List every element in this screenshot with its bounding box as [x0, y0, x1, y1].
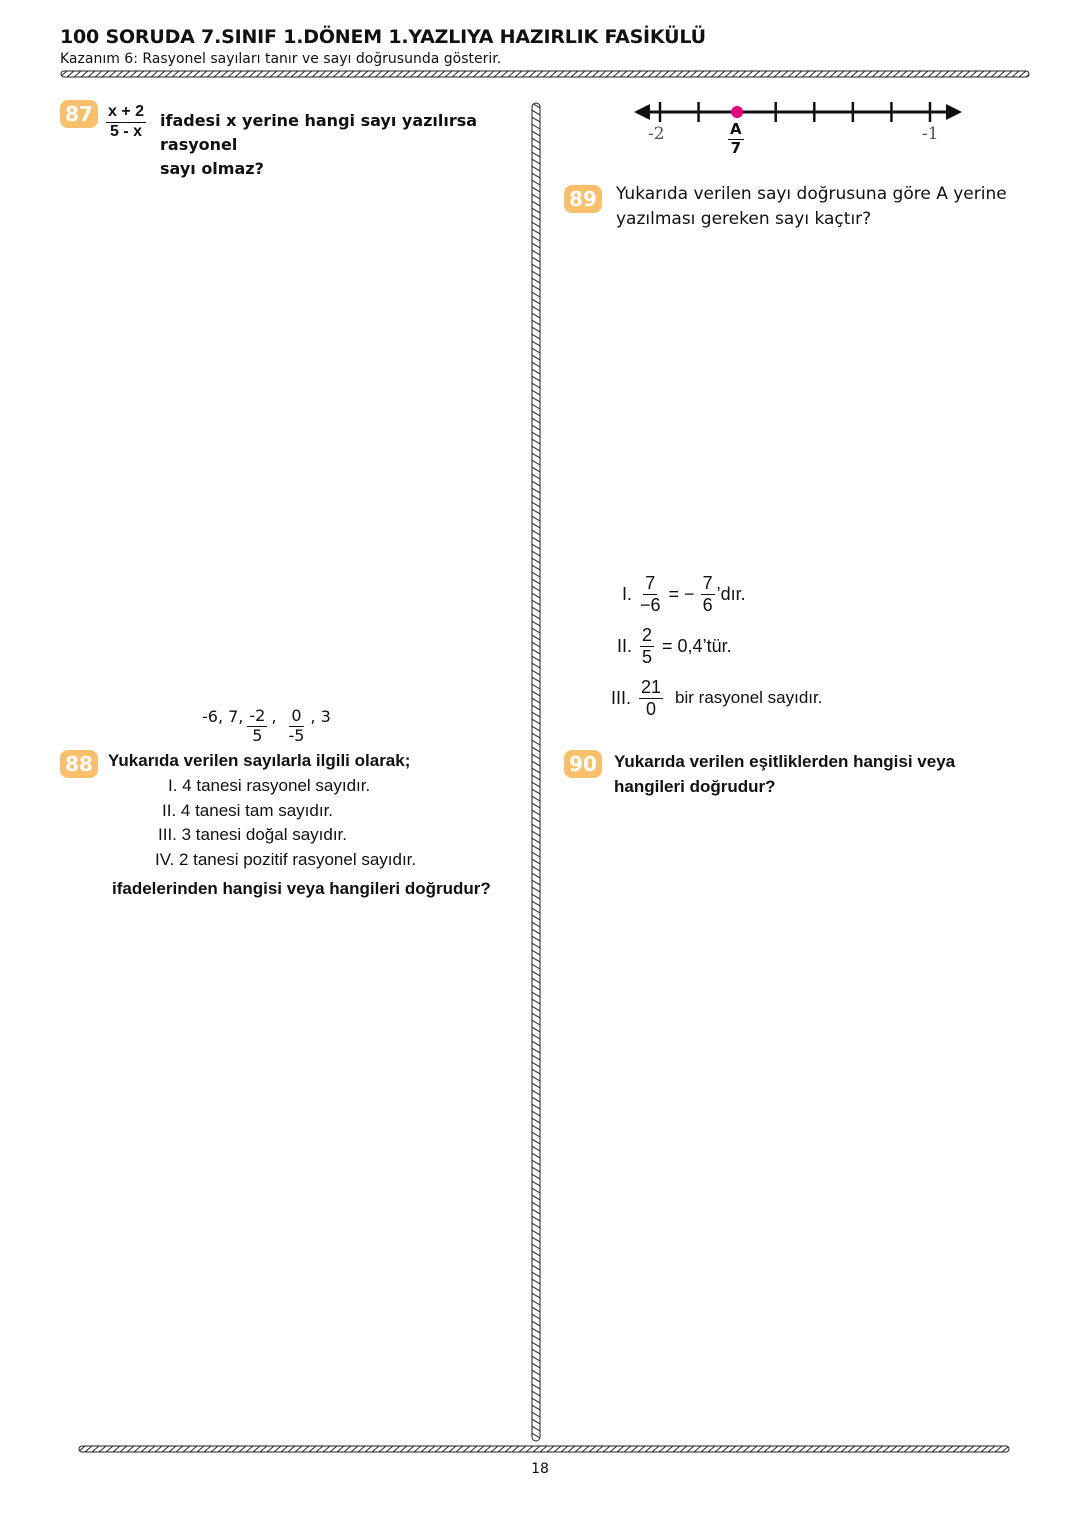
q90-equation-3 [611, 678, 822, 719]
q90-equation-1 [622, 574, 746, 615]
q88-frac2-denominator: -5 [288, 725, 305, 745]
eq3-numerator: 21 [641, 677, 662, 697]
eq2-suffix: = 0,4’tür. [662, 635, 732, 656]
q88-numbers-part1: -6, 7, [202, 706, 244, 726]
question-90-badge: 90 [564, 750, 602, 778]
eq1-suffix: ’dır. [716, 583, 746, 604]
eq2-denominator: 5 [642, 646, 653, 667]
q88-item-2: II. 4 tanesi tam sayıdır. [162, 801, 334, 820]
q88-item-3: III. 3 tanesi doğal sayıdır. [158, 825, 348, 844]
q88-numbers-sep: , [271, 706, 277, 726]
q88-number-set [202, 688, 331, 745]
eq2-label: II. [617, 635, 633, 656]
page-subtitle: Kazanım 6: Rasyonel sayıları tanır ve sayı doğrusunda gösterir. [60, 51, 502, 67]
eq1-mid: = − [668, 583, 695, 604]
eq1-f2-denominator: 6 [702, 594, 713, 615]
question-89-badge: 89 [564, 185, 602, 213]
number-line-left-label: -2 [648, 124, 665, 144]
q88-frac1-denominator: 5 [252, 725, 263, 745]
question-87-badge: 87 [60, 100, 98, 128]
q87-text-line1: ifadesi x yerine hangi sayı yazılırsa rasyonel [160, 111, 478, 154]
eq3-denominator: 0 [646, 698, 657, 719]
page-number: 18 [531, 1461, 549, 1477]
eq1-f1-numerator: 7 [645, 573, 656, 593]
q87-fraction [106, 104, 146, 141]
number-line-right-label: -1 [922, 124, 939, 144]
eq1-label: I. [622, 583, 633, 604]
q90-equation-2 [617, 626, 732, 667]
q88-question: ifadelerinden hangisi veya hangileri doğrudur? [112, 879, 491, 898]
point-a-fraction [728, 122, 744, 157]
q87-text [160, 109, 530, 181]
eq3-suffix: bir rasyonel sayıdır. [675, 688, 823, 708]
q89-text-line2: yazılması gereken sayı kaçtır? [616, 209, 872, 229]
vertical-rope-divider [530, 102, 542, 1442]
q90-text [614, 749, 955, 799]
q88-item-1: I. 4 tanesi rasyonel sayıdır. [168, 776, 371, 795]
question-88-badge: 88 [60, 750, 98, 778]
bottom-rope-divider [78, 1445, 1010, 1453]
left-arrow-icon [634, 104, 650, 120]
eq1-f2-numerator: 7 [702, 573, 713, 593]
q89-number-line [630, 96, 970, 132]
q87-denominator: 5 - x [110, 122, 143, 140]
q89-text [616, 182, 1007, 232]
q88-frac2-numerator: 0 [291, 706, 302, 725]
q90-text-line1: Yukarıda verilen eşitliklerden hangisi veya [614, 752, 956, 771]
eq1-f1-denominator: −6 [640, 594, 661, 615]
point-a-denominator: 7 [730, 138, 742, 157]
top-rope-divider [60, 70, 1030, 78]
q89-text-line1: Yukarıda verilen sayı doğrusuna göre A yerine [616, 184, 1007, 204]
q87-text-line2: sayı olmaz? [160, 159, 264, 178]
q88-numbers-part3: , 3 [310, 706, 331, 726]
q88-item-4: IV. 2 tanesi pozitif rasyonel sayıdır. [155, 850, 417, 869]
q88-frac1-numerator: -2 [249, 706, 266, 725]
right-arrow-icon [946, 104, 962, 120]
q87-numerator: x + 2 [106, 104, 146, 123]
eq3-label: III. [611, 687, 632, 708]
eq2-numerator: 2 [642, 625, 653, 645]
page-title: 100 SORUDA 7.SINIF 1.DÖNEM 1.YAZLIYA HAZIRLIK FASİKÜLÜ [60, 26, 706, 48]
point-a-numerator: A [730, 120, 742, 138]
point-a-marker [731, 106, 743, 118]
q88-intro: Yukarıda verilen sayılarla ilgili olarak; [108, 751, 411, 770]
q90-text-line2: hangileri doğrudur? [614, 777, 776, 796]
